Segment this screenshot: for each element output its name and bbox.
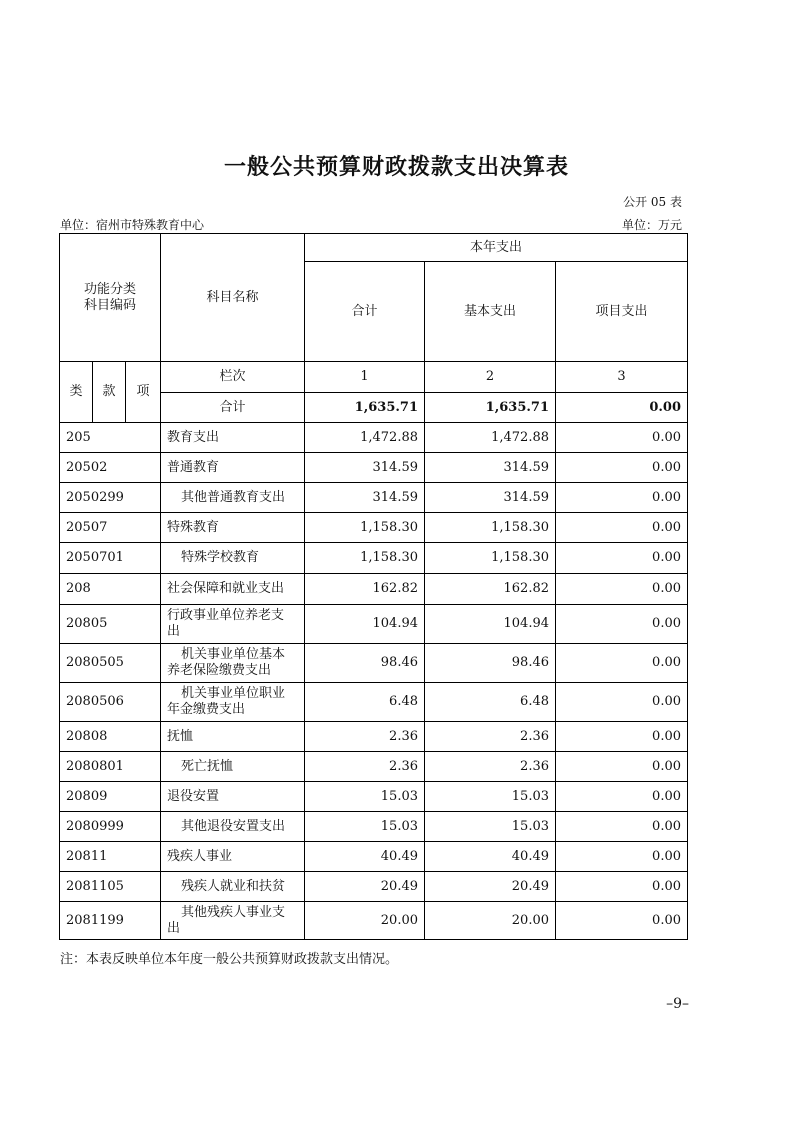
row-name-line1: 其他残疾人事业支: [181, 904, 286, 920]
row-code: 20502: [60, 453, 161, 483]
table-row: [60, 605, 688, 644]
table-note: 注：本表反映单位本年度一般公共预算财政拨款支出情况。: [60, 952, 399, 967]
table-row: [60, 722, 688, 752]
row-basic: 2.36: [425, 722, 556, 752]
table-row: [60, 872, 688, 902]
table-row: [60, 644, 688, 683]
row-name: 残疾人事业: [161, 842, 305, 872]
header-group: 本年支出: [305, 234, 688, 262]
total-row-project: 0.00: [556, 393, 688, 423]
row-code: 2080506: [60, 683, 161, 722]
total-row-total: 1,635.71: [305, 393, 425, 423]
row-total: 98.46: [305, 644, 425, 683]
row-total: 15.03: [305, 812, 425, 842]
page-number: –9–: [666, 996, 689, 1012]
row-name-line1: 机关事业单位基本: [181, 647, 286, 662]
table-row: [60, 543, 688, 574]
header-total: 合计: [305, 262, 425, 362]
row-name-line2: 年金缴费支出: [167, 702, 246, 717]
row-total: 314.59: [305, 483, 425, 513]
row-name: [161, 902, 305, 940]
row-total: 2.36: [305, 722, 425, 752]
row-project: 0.00: [556, 574, 688, 605]
row-code: 2080801: [60, 752, 161, 782]
row-name: [161, 644, 305, 683]
row-basic: 2.36: [425, 752, 556, 782]
row-total: 20.49: [305, 872, 425, 902]
row-code: 2050299: [60, 483, 161, 513]
row-project: 0.00: [556, 543, 688, 574]
row-name: 退役安置: [161, 782, 305, 812]
row-basic: 6.48: [425, 683, 556, 722]
header-code: 功能分类 科目编码: [60, 234, 161, 362]
row-name: 残疾人就业和扶贫: [161, 872, 305, 902]
column-number: 3: [556, 362, 688, 393]
table-row: [60, 902, 688, 940]
row-code: 20808: [60, 722, 161, 752]
table-row: [60, 812, 688, 842]
row-total: 162.82: [305, 574, 425, 605]
table-row: [60, 423, 688, 453]
row-total: 40.49: [305, 842, 425, 872]
header-name: 科目名称: [161, 234, 305, 362]
row-project: 0.00: [556, 842, 688, 872]
row-project: 0.00: [556, 722, 688, 752]
table-code: 公开 05 表: [623, 195, 682, 209]
header-lei: 类: [60, 362, 93, 423]
row-name-line2: 出: [167, 920, 181, 936]
row-name-line1: 行政事业单位养老支: [167, 608, 285, 623]
row-name: [161, 605, 305, 644]
column-number: 1: [305, 362, 425, 393]
row-code: 20811: [60, 842, 161, 872]
row-total: 1,158.30: [305, 513, 425, 543]
row-code: 205: [60, 423, 161, 453]
row-total: 15.03: [305, 782, 425, 812]
row-total: 2.36: [305, 752, 425, 782]
table-row: [60, 483, 688, 513]
row-name: 其他退役安置支出: [161, 812, 305, 842]
table-row: [60, 513, 688, 543]
row-name: [161, 683, 305, 722]
row-basic: 40.49: [425, 842, 556, 872]
row-project: 0.00: [556, 423, 688, 453]
header-basic: 基本支出: [425, 262, 556, 362]
row-name-line2: 养老保险缴费支出: [167, 663, 272, 678]
budget-table: [59, 233, 688, 940]
header-kuan: 款: [93, 362, 126, 423]
row-name: 社会保障和就业支出: [161, 574, 305, 605]
table-row: [60, 842, 688, 872]
row-code: 2050701: [60, 543, 161, 574]
row-basic: 162.82: [425, 574, 556, 605]
row-project: 0.00: [556, 644, 688, 683]
row-basic: 1,158.30: [425, 513, 556, 543]
row-code: 2081105: [60, 872, 161, 902]
header-lanci: 栏次: [161, 362, 305, 393]
header-xiang: 项: [126, 362, 161, 423]
total-row-label: 合计: [161, 393, 305, 423]
row-basic: 20.49: [425, 872, 556, 902]
row-code: 20809: [60, 782, 161, 812]
row-project: 0.00: [556, 453, 688, 483]
row-total: 1,158.30: [305, 543, 425, 574]
page-title: 一般公共预算财政拨款支出决算表: [223, 155, 569, 180]
table-row: [60, 752, 688, 782]
header-project: 项目支出: [556, 262, 688, 362]
row-code: 20507: [60, 513, 161, 543]
table-row: [60, 574, 688, 605]
table-row: [60, 453, 688, 483]
row-basic: 1,158.30: [425, 543, 556, 574]
row-project: 0.00: [556, 902, 688, 940]
row-project: 0.00: [556, 812, 688, 842]
row-project: 0.00: [556, 872, 688, 902]
row-total: 314.59: [305, 453, 425, 483]
row-basic: 15.03: [425, 812, 556, 842]
row-project: 0.00: [556, 683, 688, 722]
column-number: 2: [425, 362, 556, 393]
row-code: 2081199: [60, 902, 161, 940]
table-row: [60, 782, 688, 812]
row-name: 死亡抚恤: [161, 752, 305, 782]
row-basic: 20.00: [425, 902, 556, 940]
unit-organization: 单位：宿州市特殊教育中心: [60, 218, 205, 232]
row-name: 其他普通教育支出: [161, 483, 305, 513]
total-row-basic: 1,635.71: [425, 393, 556, 423]
table-row: [60, 683, 688, 722]
row-name: 特殊学校教育: [161, 543, 305, 574]
row-name: 普通教育: [161, 453, 305, 483]
row-name-line2: 出: [167, 624, 181, 639]
row-total: 20.00: [305, 902, 425, 940]
row-code: 20805: [60, 605, 161, 644]
row-basic: 15.03: [425, 782, 556, 812]
row-name: 特殊教育: [161, 513, 305, 543]
row-name: 教育支出: [161, 423, 305, 453]
row-name: 抚恤: [161, 722, 305, 752]
row-project: 0.00: [556, 605, 688, 644]
row-basic: 1,472.88: [425, 423, 556, 453]
row-basic: 314.59: [425, 483, 556, 513]
row-project: 0.00: [556, 513, 688, 543]
row-project: 0.00: [556, 483, 688, 513]
unit-currency: 单位：万元: [621, 218, 682, 232]
row-code: 2080999: [60, 812, 161, 842]
row-project: 0.00: [556, 752, 688, 782]
row-total: 1,472.88: [305, 423, 425, 453]
row-project: 0.00: [556, 782, 688, 812]
row-code: 208: [60, 574, 161, 605]
row-name-line1: 机关事业单位职业: [181, 686, 286, 701]
row-total: 104.94: [305, 605, 425, 644]
row-total: 6.48: [305, 683, 425, 722]
row-code: 2080505: [60, 644, 161, 683]
row-basic: 98.46: [425, 644, 556, 683]
row-basic: 314.59: [425, 453, 556, 483]
row-basic: 104.94: [425, 605, 556, 644]
